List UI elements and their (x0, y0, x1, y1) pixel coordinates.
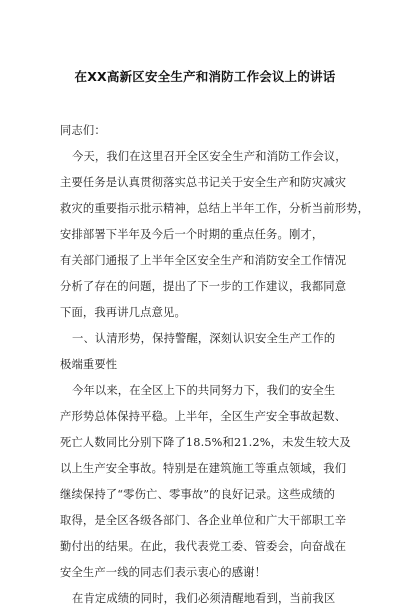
paragraph-line: 安全生产一线的同志们表示衷心的感谢！ (60, 566, 267, 579)
paragraph-line: 有关部门通报了上半年全区安全生产和消防安全工作情况 (60, 254, 347, 267)
paragraph-line: 下面，我再讲几点意见。 (60, 306, 186, 319)
paragraph-line: 继续保持了“零伤亡、零事故”的良好记录。这些成绩的 (60, 488, 336, 501)
salutation: 同志们： (60, 124, 106, 137)
section-heading: 极端重要性 (60, 358, 118, 371)
paragraph-line: 以上生产安全事故。特别是在建筑施工等重点领域，我们 (60, 462, 347, 475)
paragraph-line: 产形势总体保持平稳。上半年，全区生产安全事故起数、 (60, 410, 347, 423)
paragraph-line: 在肯定成绩的同时，我们必须清醒地看到，当前我区 (72, 592, 336, 605)
paragraph-line: 今天，我们在这里召开全区安全生产和消防工作会议， (72, 150, 347, 163)
document-title: 在XX高新区安全生产和消防工作会议上的讲话 (74, 69, 336, 84)
document-body (60, 118, 370, 612)
paragraph-line: 今年以来，在全区上下的共同努力下，我们的安全生 (72, 384, 336, 397)
paragraph-line: 死亡人数同比分别下降了18.5%和21.2%，未发生较大及 (60, 436, 351, 449)
paragraph-line: 救灾的重要指示批示精神，总结上半年工作，分析当前形势， (60, 202, 370, 215)
paragraph-line: 取得，是全区各级各部门、各企业单位和广大干部职工辛 (60, 514, 347, 527)
paragraph-line: 分析了存在的问题，提出了下一步的工作建议，我都同意 (60, 280, 347, 293)
section-heading: 一、认清形势，保持警醒，深刻认识安全生产工作的 (72, 332, 336, 345)
paragraph-line: 勤付出的结果。在此，我代表党工委、管委会，向奋战在 (60, 540, 347, 553)
paragraph-line: 安排部署下半年及今后一个时期的重点任务。刚才， (60, 228, 324, 241)
paragraph-line: 主要任务是认真贯彻落实总书记关于安全生产和防灾减灾 (60, 176, 347, 189)
